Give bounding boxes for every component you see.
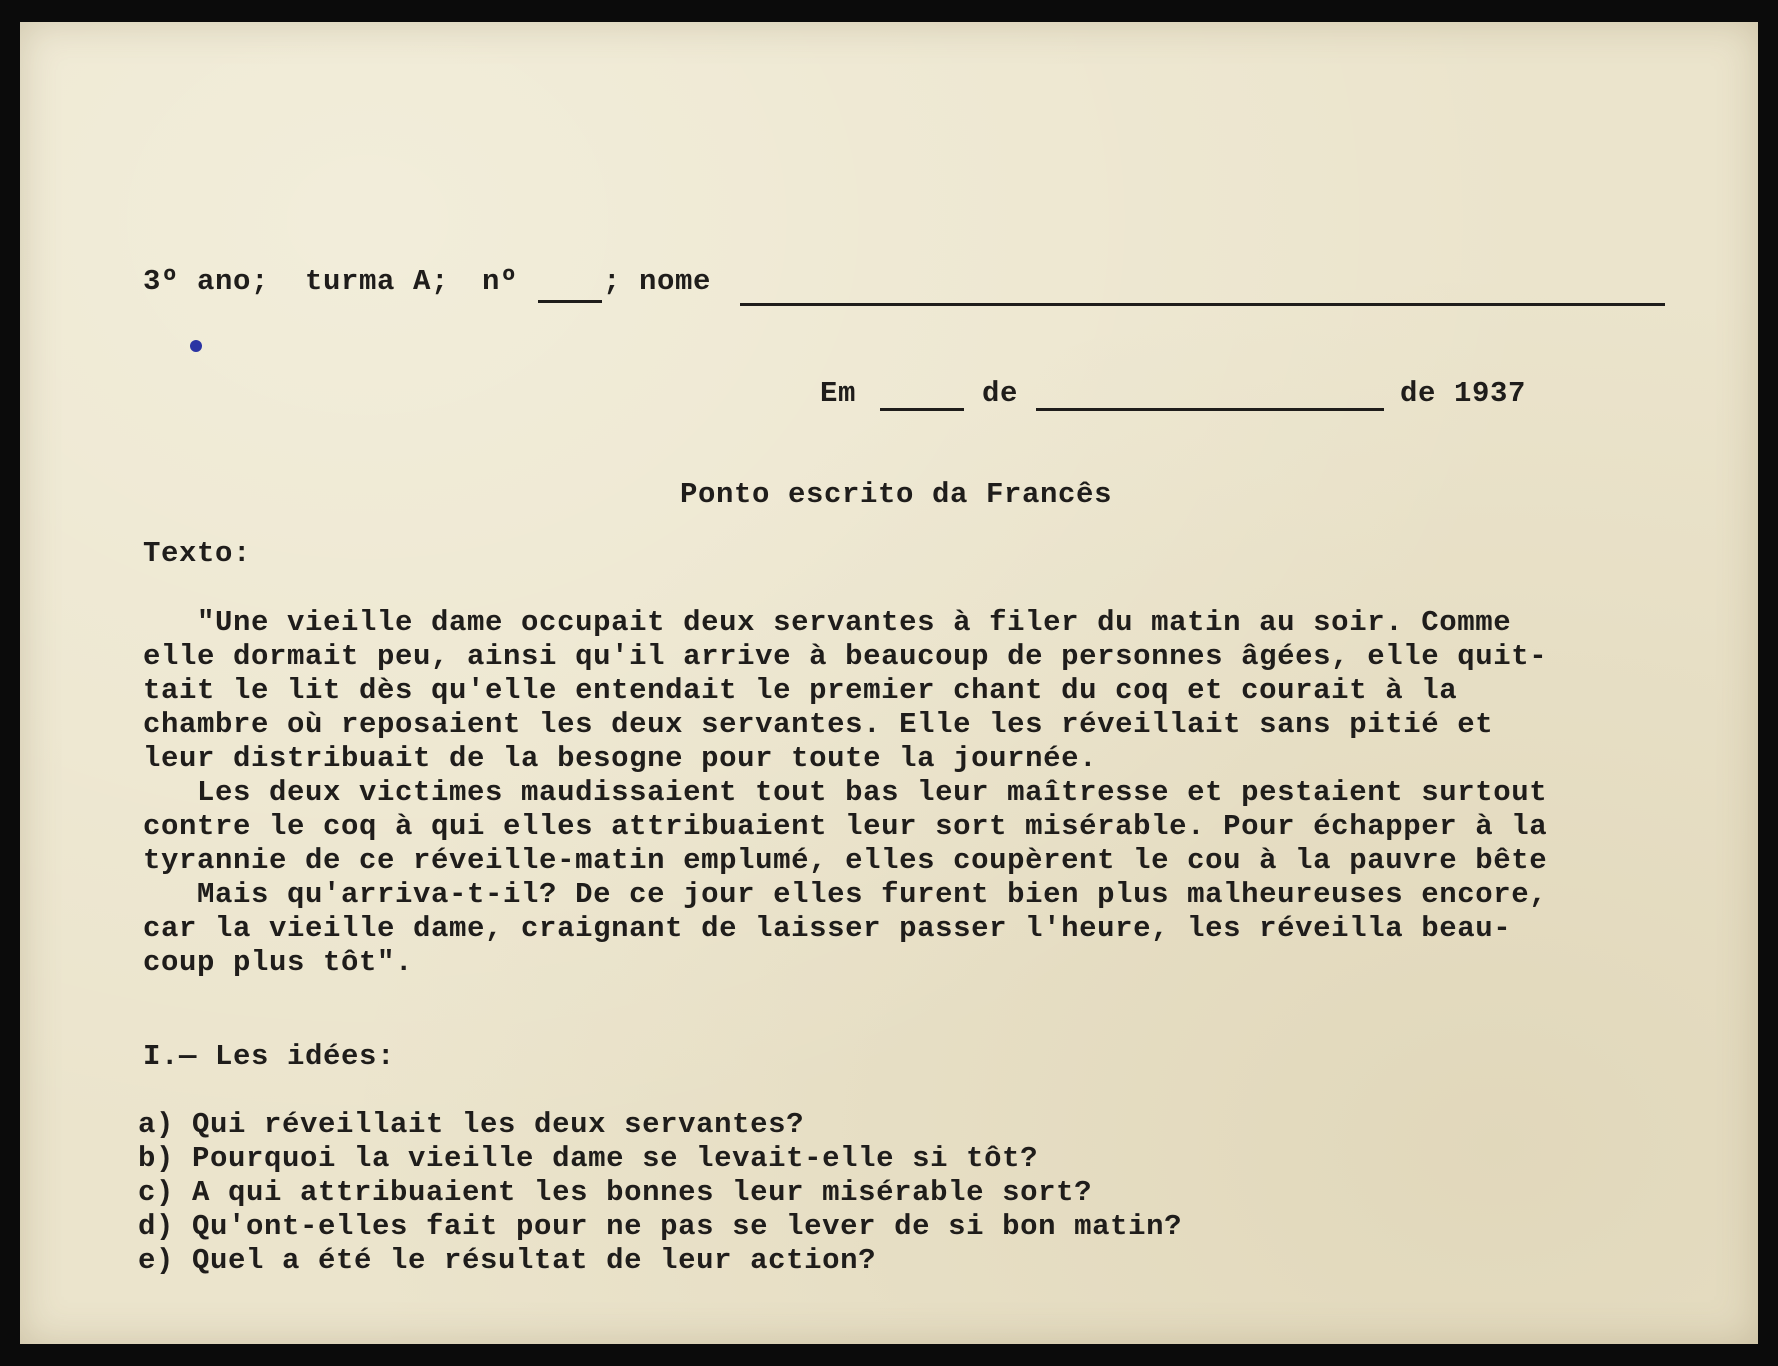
question-item: a) Qui réveillait les deux servantes? (138, 1108, 805, 1141)
passage-line: tyrannie de ce réveille-matin emplumé, elles coupèrent le cou à la pauvre bête (143, 844, 1548, 877)
question-item: d) Qu'ont-elles fait pour ne pas se lever de si bon matin? (138, 1210, 1183, 1243)
question-item: c) A qui attribuaient les bonnes leur misérable sort? (138, 1176, 1093, 1209)
ink-dot (190, 340, 202, 352)
passage-line: "Une vieille dame occupait deux servantes à filer du matin au soir. Comme (143, 606, 1512, 639)
date-year: de 1937 (1400, 377, 1527, 410)
passage-line: elle dormait peu, ainsi qu'il arrive à beaucoup de personnes âgées, elle quit- (143, 640, 1548, 673)
passage-line: car la vieille dame, craignant de laisser passer l'heure, les réveilla beau- (143, 912, 1512, 945)
passage-line: Les deux victimes maudissaient tout bas leur maîtresse et pestaient surtout (143, 776, 1548, 809)
section-heading: I.— Les idées: (143, 1040, 396, 1073)
passage-line: leur distribuait de la besogne pour toute la journée. (143, 742, 1098, 775)
question-item: b) Pourquoi la vieille dame se levait-elle si tôt? (138, 1142, 1039, 1175)
passage-line: chambre où reposaient les deux servantes. Elle les réveillait sans pitié et (143, 708, 1494, 741)
date-de: de (982, 377, 1019, 410)
header-nome-label: ; nome (603, 265, 712, 298)
header-numero-label: nº (482, 265, 519, 298)
day-blank[interactable] (880, 388, 964, 411)
header-turma: turma A; (305, 265, 450, 298)
numero-blank[interactable] (538, 280, 602, 303)
texto-label: Texto: (143, 537, 252, 570)
question-item: e) Quel a été le résultat de leur action? (138, 1244, 877, 1277)
passage-line: contre le coq à qui elles attribuaient leur sort misérable. Pour échapper à la (143, 810, 1548, 843)
page-title: Ponto escrito da Francês (680, 478, 1113, 511)
passage-line: coup plus tôt". (143, 946, 414, 979)
month-blank[interactable] (1036, 388, 1384, 411)
header-ano: 3º ano; (143, 265, 270, 298)
passage-line: tait le lit dès qu'elle entendait le premier chant du coq et courait à la (143, 674, 1458, 707)
passage-line: Mais qu'arriva-t-il? De ce jour elles furent bien plus malheureuses encore, (143, 878, 1548, 911)
nome-blank[interactable] (740, 303, 1665, 306)
date-em: Em (820, 377, 857, 410)
